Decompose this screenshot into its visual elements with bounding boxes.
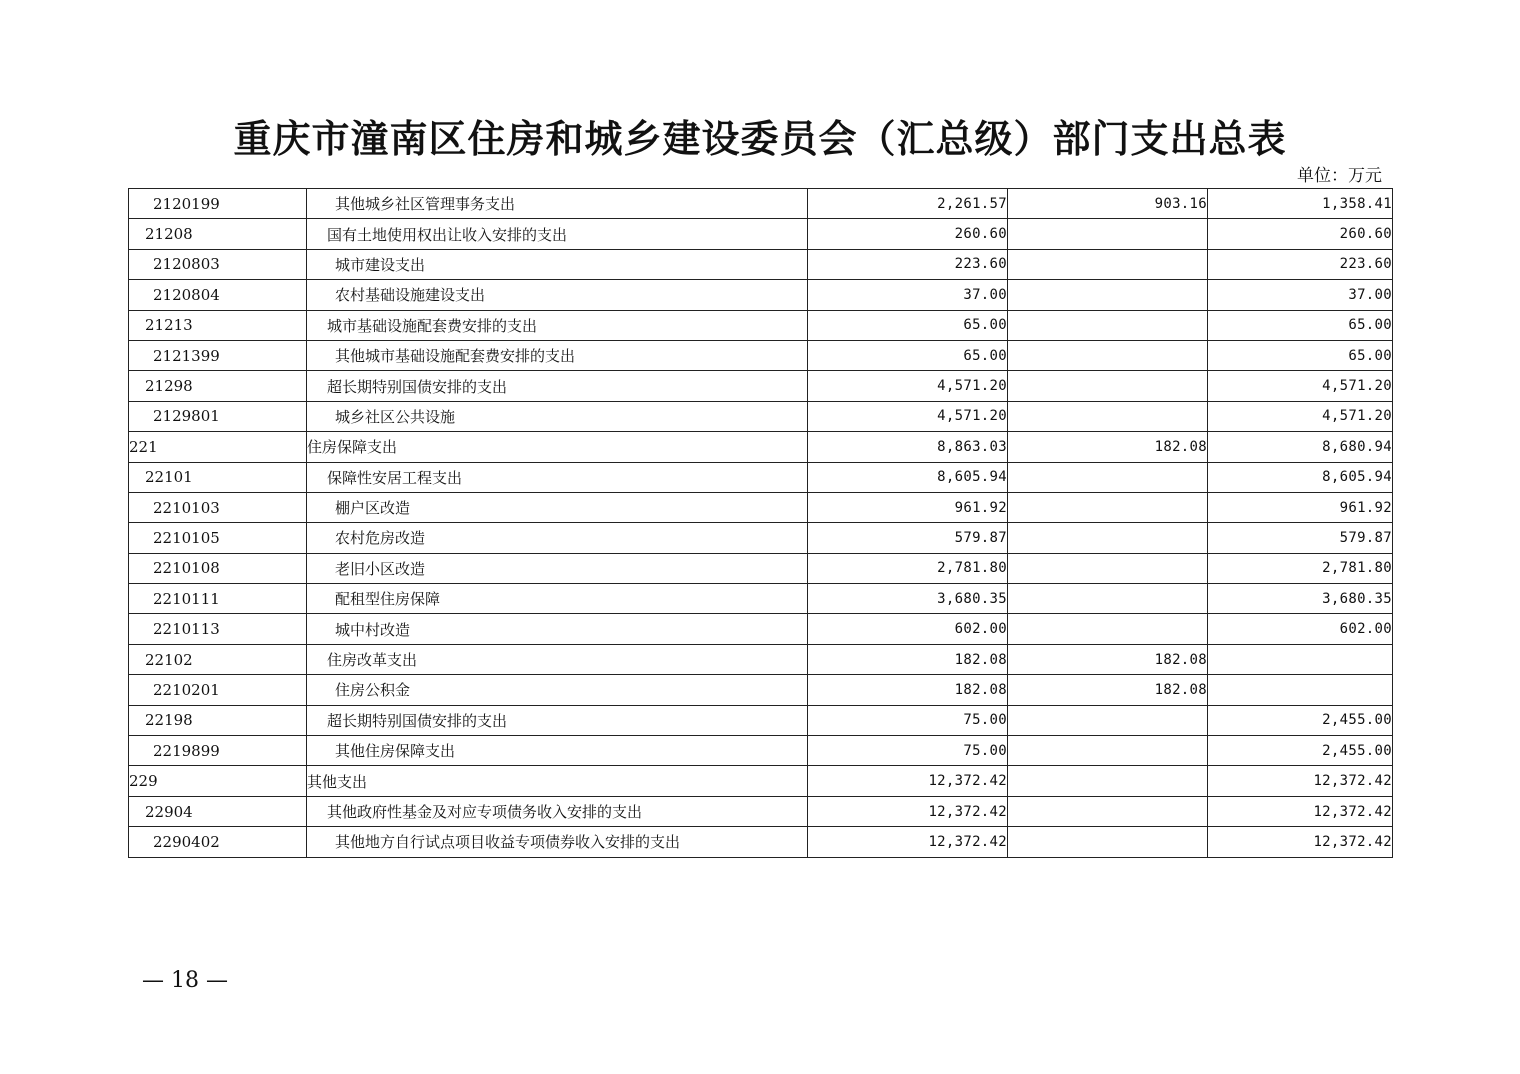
table-row [129, 675, 1393, 705]
name-text: 住房改革支出 [327, 651, 418, 670]
project-cell: 65.00 [1208, 310, 1393, 340]
project-cell: 2,781.80 [1208, 553, 1393, 583]
total-cell: 2,781.80 [808, 553, 1008, 583]
total-cell: 75.00 [808, 736, 1008, 766]
code-cell [129, 492, 307, 522]
table-row [129, 584, 1393, 614]
project-cell: 8,605.94 [1208, 462, 1393, 492]
name-text: 国有土地使用权出让收入安排的支出 [327, 225, 568, 244]
code-cell [129, 189, 307, 219]
name-cell [307, 189, 808, 219]
table-row [129, 310, 1393, 340]
code-cell [129, 644, 307, 674]
code-text: 2210201 [153, 680, 220, 699]
name-text: 棚户区改造 [335, 499, 411, 518]
name-text: 城中村改造 [335, 620, 411, 639]
basic-cell [1008, 280, 1208, 310]
code-text: 2210105 [153, 528, 220, 547]
code-cell [129, 523, 307, 553]
code-cell [129, 796, 307, 826]
table-row [129, 736, 1393, 766]
name-text: 其他地方自行试点项目收益专项债券收入安排的支出 [335, 833, 681, 852]
basic-cell [1008, 310, 1208, 340]
basic-cell [1008, 371, 1208, 401]
code-text: 2210113 [153, 620, 220, 639]
basic-cell [1008, 796, 1208, 826]
code-cell [129, 432, 307, 462]
table-row [129, 614, 1393, 644]
total-cell: 2,261.57 [808, 189, 1008, 219]
name-cell [307, 736, 808, 766]
basic-cell [1008, 523, 1208, 553]
name-text: 其他支出 [307, 772, 368, 791]
code-cell [129, 584, 307, 614]
total-cell: 65.00 [808, 310, 1008, 340]
basic-cell [1008, 614, 1208, 644]
table-row [129, 280, 1393, 310]
code-text: 21208 [145, 225, 193, 244]
name-text: 超长期特别国债安排的支出 [327, 711, 508, 730]
project-cell: 1,358.41 [1208, 189, 1393, 219]
code-cell [129, 340, 307, 370]
project-cell: 8,680.94 [1208, 432, 1393, 462]
name-text: 城市基础设施配套费安排的支出 [327, 316, 538, 335]
basic-cell [1008, 553, 1208, 583]
code-text: 2290402 [153, 832, 220, 851]
project-cell: 12,372.42 [1208, 796, 1393, 826]
code-cell [129, 766, 307, 796]
table-row [129, 492, 1393, 522]
total-cell: 4,571.20 [808, 401, 1008, 431]
code-text: 2210111 [153, 589, 220, 608]
code-text: 2210108 [153, 559, 220, 578]
name-text: 其他政府性基金及对应专项债务收入安排的支出 [327, 803, 643, 821]
name-text: 其他城市基础设施配套费安排的支出 [335, 347, 576, 366]
basic-cell [1008, 401, 1208, 431]
basic-cell [1008, 827, 1208, 857]
name-text: 住房公积金 [335, 681, 411, 700]
table-row [129, 249, 1393, 279]
project-cell [1208, 644, 1393, 674]
total-cell: 961.92 [808, 492, 1008, 522]
project-cell: 12,372.42 [1208, 827, 1393, 857]
code-cell [129, 675, 307, 705]
total-cell: 579.87 [808, 523, 1008, 553]
project-cell: 65.00 [1208, 340, 1393, 370]
name-text: 农村危房改造 [335, 529, 426, 548]
code-cell [129, 462, 307, 492]
table-row [129, 827, 1393, 857]
name-cell [307, 249, 808, 279]
name-cell [307, 705, 808, 735]
table-row [129, 553, 1393, 583]
code-text: 2210103 [153, 498, 220, 517]
project-cell: 2,455.00 [1208, 705, 1393, 735]
table-row [129, 766, 1393, 796]
project-cell: 4,571.20 [1208, 371, 1393, 401]
table-row [129, 796, 1393, 826]
total-cell: 260.60 [808, 219, 1008, 249]
total-cell: 12,372.42 [808, 796, 1008, 826]
project-cell: 3,680.35 [1208, 584, 1393, 614]
project-cell: 4,571.20 [1208, 401, 1393, 431]
code-text: 221 [129, 437, 158, 456]
code-text: 22102 [145, 650, 193, 669]
project-cell: 223.60 [1208, 249, 1393, 279]
total-cell: 12,372.42 [808, 766, 1008, 796]
name-text: 其他住房保障支出 [335, 742, 456, 761]
code-text: 2120804 [153, 285, 220, 304]
basic-cell [1008, 340, 1208, 370]
code-cell [129, 371, 307, 401]
total-cell: 223.60 [808, 249, 1008, 279]
name-text: 超长期特别国债安排的支出 [327, 377, 508, 396]
name-text: 城市建设支出 [335, 255, 426, 274]
code-cell [129, 280, 307, 310]
basic-cell [1008, 736, 1208, 766]
page-title: 重庆市潼南区住房和城乡建设委员会（汇总级）部门支出总表 [233, 116, 1287, 161]
code-cell [129, 310, 307, 340]
basic-cell: 182.08 [1008, 644, 1208, 674]
code-cell [129, 614, 307, 644]
name-cell [307, 827, 808, 857]
name-cell [307, 340, 808, 370]
code-cell [129, 705, 307, 735]
code-text: 2121399 [153, 346, 220, 365]
code-cell [129, 219, 307, 249]
code-text: 22904 [145, 802, 193, 821]
table-row [129, 644, 1393, 674]
basic-cell: 182.08 [1008, 675, 1208, 705]
project-cell: 260.60 [1208, 219, 1393, 249]
name-cell [307, 766, 808, 796]
name-text: 配租型住房保障 [335, 590, 441, 609]
table-row [129, 432, 1393, 462]
basic-cell [1008, 492, 1208, 522]
unit-label: 单位：万元 [1297, 166, 1382, 186]
name-cell [307, 280, 808, 310]
name-text: 住房保障支出 [307, 438, 398, 457]
name-text: 其他城乡社区管理事务支出 [335, 195, 516, 214]
project-cell: 961.92 [1208, 492, 1393, 522]
basic-cell: 903.16 [1008, 189, 1208, 219]
code-cell [129, 827, 307, 857]
name-cell [307, 675, 808, 705]
total-cell: 182.08 [808, 675, 1008, 705]
name-cell [307, 523, 808, 553]
name-cell [307, 219, 808, 249]
name-cell [307, 553, 808, 583]
name-text: 保障性安居工程支出 [327, 468, 463, 487]
name-cell [307, 310, 808, 340]
table-row [129, 705, 1393, 735]
project-cell: 12,372.42 [1208, 766, 1393, 796]
total-cell: 65.00 [808, 340, 1008, 370]
project-cell [1208, 675, 1393, 705]
code-text: 22101 [145, 468, 193, 487]
total-cell: 4,571.20 [808, 371, 1008, 401]
code-text: 2120199 [153, 194, 220, 213]
table-row [129, 371, 1393, 401]
name-cell [307, 492, 808, 522]
project-cell: 37.00 [1208, 280, 1393, 310]
page-number: — 18 — [142, 968, 228, 993]
table-row [129, 462, 1393, 492]
total-cell: 12,372.42 [808, 827, 1008, 857]
total-cell: 3,680.35 [808, 584, 1008, 614]
table-row [129, 340, 1393, 370]
name-text: 城乡社区公共设施 [335, 407, 456, 426]
code-text: 2129801 [153, 407, 220, 426]
basic-cell [1008, 462, 1208, 492]
total-cell: 182.08 [808, 644, 1008, 674]
table-row [129, 189, 1393, 219]
total-cell: 75.00 [808, 705, 1008, 735]
code-cell [129, 401, 307, 431]
name-cell [307, 796, 808, 826]
project-cell: 602.00 [1208, 614, 1393, 644]
total-cell: 8,605.94 [808, 462, 1008, 492]
basic-cell [1008, 584, 1208, 614]
code-text: 2219899 [153, 741, 220, 760]
code-cell [129, 736, 307, 766]
total-cell: 602.00 [808, 614, 1008, 644]
code-text: 229 [129, 772, 158, 791]
name-text: 老旧小区改造 [335, 559, 426, 578]
project-cell: 579.87 [1208, 523, 1393, 553]
name-cell [307, 644, 808, 674]
table-row [129, 401, 1393, 431]
code-cell [129, 249, 307, 279]
table-row [129, 523, 1393, 553]
code-cell [129, 553, 307, 583]
code-text: 2120803 [153, 255, 220, 274]
table-row [129, 219, 1393, 249]
table-body [129, 189, 1393, 858]
name-cell [307, 371, 808, 401]
total-cell: 8,863.03 [808, 432, 1008, 462]
name-text: 农村基础设施建设支出 [335, 286, 486, 305]
basic-cell [1008, 766, 1208, 796]
name-cell [307, 462, 808, 492]
name-cell [307, 584, 808, 614]
basic-cell: 182.08 [1008, 432, 1208, 462]
name-cell [307, 401, 808, 431]
code-text: 21298 [145, 377, 193, 396]
basic-cell [1008, 219, 1208, 249]
name-cell [307, 432, 808, 462]
basic-cell [1008, 249, 1208, 279]
name-cell [307, 614, 808, 644]
project-cell: 2,455.00 [1208, 736, 1393, 766]
total-cell: 37.00 [808, 280, 1008, 310]
basic-cell [1008, 705, 1208, 735]
code-text: 22198 [145, 711, 193, 730]
expense-table [128, 188, 1393, 858]
code-text: 21213 [145, 316, 193, 335]
